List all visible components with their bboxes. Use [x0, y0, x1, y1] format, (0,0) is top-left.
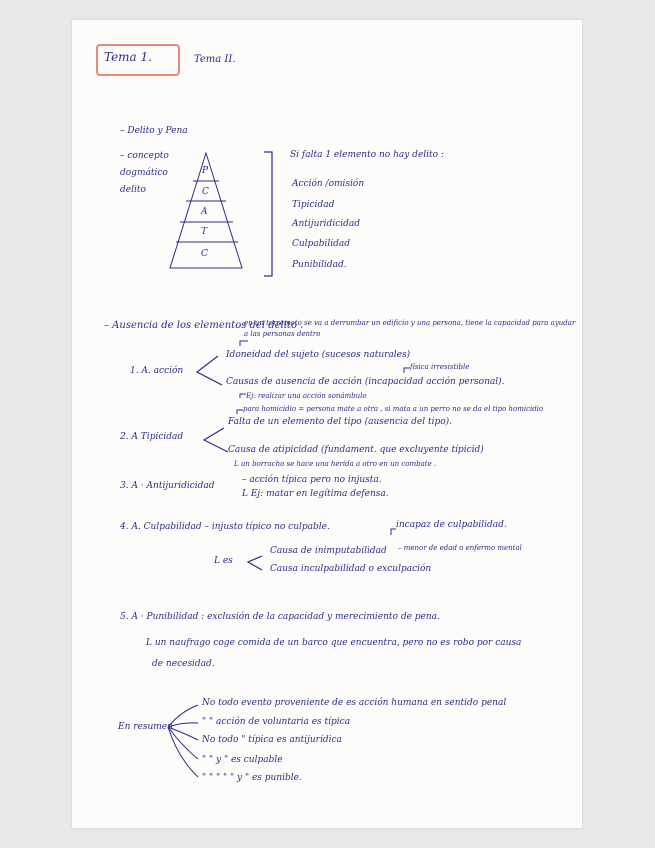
concept-line-2: dogmático — [120, 168, 168, 178]
delito-pena-heading: – Delito y Pena — [120, 126, 188, 136]
brace-culpabilidad — [248, 556, 262, 570]
naufrago-line: L un naufrago coge comida de un barco que encuentra, pero no es robo por causa — [146, 638, 522, 648]
borracho-note: L un borracho se hace una herida a otro en un combate . — [234, 460, 437, 468]
pyramid-letter-c2: C — [201, 249, 208, 259]
tipicidad-label: 2. A Tipicidad — [120, 432, 184, 442]
pyramid-letter-c: C — [202, 187, 209, 197]
resumen-line-3: No todo " típica es antijurídica — [202, 735, 342, 745]
pyramid-letter-t: T — [201, 227, 208, 237]
idoneidad-line: Idoneidad del sujeto (sucesos naturales) — [226, 350, 411, 360]
pyramid-letter-p: P — [202, 166, 209, 176]
concept-line-1: – concepto — [120, 151, 169, 161]
necesidad-line: de necesidad. — [152, 659, 215, 669]
falta-elemento-text: Si falta 1 elemento no hay delito : — [290, 150, 444, 160]
inculpabilidad-line: Causa inculpabilidad o exculpación — [270, 564, 432, 574]
list-accion-omision: Acción /omisión — [292, 179, 365, 189]
causa-atipicidad-line: Causa de atipicidad (fundament. que excluyente típicid) — [228, 445, 484, 455]
tema-subtitle: Tema II. — [194, 54, 236, 65]
brace-accion — [197, 356, 222, 385]
resumen-line-5: " " " " " y " es punible. — [202, 773, 302, 783]
causas-ausencia-accion-line: Causas de ausencia de acción (incapacidad acción personal). — [226, 377, 505, 387]
terremoto-note: en un terremoto se va a derrumbar un edificio y una persona, tiene la capacidad para ayudar a las personas dentro — [244, 319, 576, 338]
list-tipicidad: Tipicidad — [292, 200, 335, 210]
menor-edad-note: – menor de edad o enfermo mental — [398, 544, 522, 552]
concept-line-3: delito — [120, 185, 146, 195]
sonambulo-note: Ej: realizar una acción sonámbulo — [246, 392, 367, 400]
falta-elemento-tipo-line: Falta de un elemento del tipo (ausencia del tipo). — [228, 417, 453, 427]
resumen-line-1: No todo evento proveniente de es acción humana en sentido penal — [202, 698, 507, 708]
list-punibilidad: Punibilidad. — [292, 260, 347, 270]
incapaz-culpabilidad-note: incapaz de culpabilidad. — [396, 520, 507, 530]
inimputabilidad-line: Causa de inimputabilidad — [270, 546, 387, 556]
ausencia-heading: – Ausencia de los elementos del delito . — [104, 320, 304, 331]
right-bracket — [264, 152, 272, 276]
homicidio-note: para homicidio = persona mate a otra , si mata a un perro no se da el tipo homicidio — [243, 405, 544, 413]
fisica-irresistible-note: física irresistible — [410, 363, 470, 371]
resumen-label: En resumen — [118, 722, 173, 732]
les-marker: L es — [214, 556, 233, 566]
legitima-defensa-line: L Ej: matar en legítima defensa. — [242, 489, 389, 499]
resumen-line-4: " " y " es culpable — [202, 755, 283, 765]
culpabilidad-label: 4. A. Culpabilidad – injusto típico no culpable. — [120, 522, 330, 532]
resumen-fan — [168, 705, 198, 777]
antijuridicidad-label: 3. A · Antijuridicidad — [120, 481, 215, 491]
tema-title: Tema 1. — [104, 50, 152, 64]
accion-tipica-line: – acción típica pero no injusta. — [242, 475, 382, 485]
hook-marks — [237, 341, 410, 535]
accion-label: 1. A. acción — [130, 366, 184, 376]
list-culpabilidad: Culpabilidad — [292, 239, 350, 249]
pyramid-letter-a: A — [201, 207, 208, 217]
list-antijuridicidad: Antijuridicidad — [292, 219, 361, 229]
brace-tipicidad — [204, 428, 228, 452]
punibilidad-label: 5. A · Punibilidad : exclusión de la capacidad y merecimiento de pena. — [120, 612, 440, 622]
resumen-line-2: " " acción de voluntaria es típica — [202, 717, 351, 727]
